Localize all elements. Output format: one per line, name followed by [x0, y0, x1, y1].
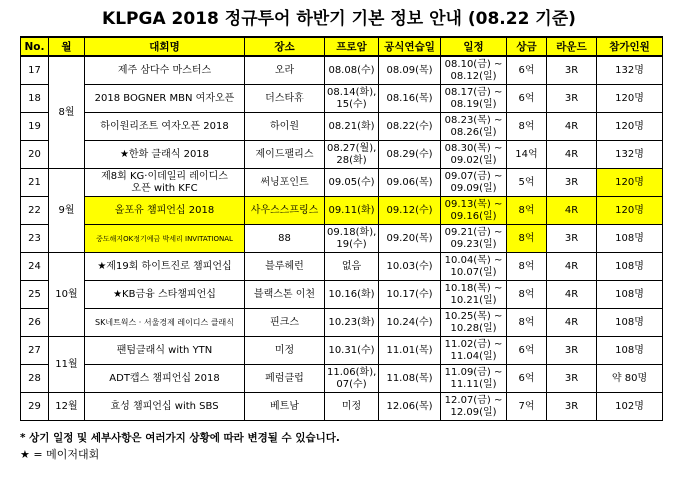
major-legend: ★ = 메이저대회 [20, 448, 100, 461]
row-no: 18 [21, 85, 49, 113]
row-practice: 08.09(목) [379, 56, 441, 85]
table-row [21, 113, 663, 141]
header-rounds: 라운드 [547, 37, 597, 56]
row-players: 108명 [597, 281, 663, 309]
table-row [21, 393, 663, 421]
row-month: 12월 [49, 393, 85, 421]
header-proam: 프로암 [325, 37, 379, 56]
row-proam: 10.23(화) [325, 309, 379, 337]
row-proam: 09.11(화) [325, 197, 379, 225]
row-tournament: ADT캡스 챔피언십 2018 [85, 365, 245, 393]
row-no: 27 [21, 337, 49, 365]
table-row [21, 337, 663, 365]
header-no: No. [21, 37, 49, 56]
row-tournament: 하이원리조트 여자오픈 2018 [85, 113, 245, 141]
table-row [21, 56, 663, 85]
disclaimer-note: * 상기 일정 및 세부사항은 여러가지 상황에 따라 변경될 수 있습니다. [20, 432, 340, 444]
row-tournament: SK네트웍스 · 서울경제 레이디스 클래식 [85, 309, 245, 337]
row-venue: 핀크스 [245, 309, 325, 337]
table-row [21, 197, 663, 225]
row-schedule: 09.07(금) ~ 09.09(일) [441, 169, 507, 197]
row-proam: 09.05(수) [325, 169, 379, 197]
row-schedule: 12.07(금) ~ 12.09(일) [441, 393, 507, 421]
row-rounds: 3R [547, 56, 597, 85]
row-no: 19 [21, 113, 49, 141]
row-players: 108명 [597, 253, 663, 281]
row-players: 약 80명 [597, 365, 663, 393]
row-tournament: ★한화 클래식 2018 [85, 141, 245, 169]
row-tournament: 제8회 KG·이데일리 레이디스 오픈 with KFC [85, 169, 245, 197]
row-prize: 8억 [507, 281, 547, 309]
row-prize: 8억 [507, 197, 547, 225]
row-venue: 더스타휴 [245, 85, 325, 113]
header-prize: 상금 [507, 37, 547, 56]
row-month: 8월 [49, 56, 85, 169]
row-tournament: 중도해지OK정기예금 박세리 INVITATIONAL [85, 225, 245, 253]
row-players: 120명 [597, 197, 663, 225]
row-venue: 블랙스톤 이천 [245, 281, 325, 309]
row-month: 11월 [49, 337, 85, 393]
row-prize: 5억 [507, 169, 547, 197]
row-no: 26 [21, 309, 49, 337]
row-schedule: 10.18(목) ~ 10.21(일) [441, 281, 507, 309]
row-tournament: ★KB금융 스타챔피언십 [85, 281, 245, 309]
header-schedule: 일정 [441, 37, 507, 56]
row-prize: 8억 [507, 113, 547, 141]
row-rounds: 4R [547, 141, 597, 169]
row-no: 22 [21, 197, 49, 225]
schedule-table [20, 36, 663, 421]
row-prize: 8억 [507, 309, 547, 337]
row-schedule: 09.13(목) ~ 09.16(일) [441, 197, 507, 225]
row-no: 20 [21, 141, 49, 169]
header-practice: 공식연습일 [379, 37, 441, 56]
table-row [21, 253, 663, 281]
row-no: 21 [21, 169, 49, 197]
row-venue: 써닝포인트 [245, 169, 325, 197]
row-rounds: 4R [547, 113, 597, 141]
row-tournament: 팬텀클래식 with YTN [85, 337, 245, 365]
row-proam: 미정 [325, 393, 379, 421]
row-schedule: 08.23(목) ~ 08.26(일) [441, 113, 507, 141]
row-tournament: 제주 삼다수 마스터스 [85, 56, 245, 85]
row-venue: 블루헤런 [245, 253, 325, 281]
row-tournament: 2018 BOGNER MBN 여자오픈 [85, 85, 245, 113]
row-schedule: 08.10(금) ~ 08.12(일) [441, 56, 507, 85]
row-players: 108명 [597, 225, 663, 253]
row-proam: 08.08(수) [325, 56, 379, 85]
row-practice: 10.24(수) [379, 309, 441, 337]
row-prize: 8억 [507, 225, 547, 253]
table-row [21, 141, 663, 169]
row-prize: 7억 [507, 393, 547, 421]
row-schedule: 10.04(목) ~ 10.07(일) [441, 253, 507, 281]
row-rounds: 3R [547, 225, 597, 253]
row-rounds: 3R [547, 337, 597, 365]
row-venue: 사우스스프링스 [245, 197, 325, 225]
table-row [21, 309, 663, 337]
row-players: 132명 [597, 56, 663, 85]
header-tournament: 대회명 [85, 37, 245, 56]
row-prize: 8억 [507, 253, 547, 281]
row-proam: 10.16(화) [325, 281, 379, 309]
row-practice: 08.29(수) [379, 141, 441, 169]
header-venue: 장소 [245, 37, 325, 56]
row-rounds: 3R [547, 169, 597, 197]
row-rounds: 4R [547, 253, 597, 281]
row-players: 108명 [597, 309, 663, 337]
row-proam: 없음 [325, 253, 379, 281]
row-no: 28 [21, 365, 49, 393]
row-rounds: 3R [547, 85, 597, 113]
row-venue: 미정 [245, 337, 325, 365]
table-row [21, 365, 663, 393]
row-venue: 88 [245, 225, 325, 253]
row-proam: 08.14(화), 15(수) [325, 85, 379, 113]
row-venue: 제이드팰리스 [245, 141, 325, 169]
row-schedule: 08.30(목) ~ 09.02(일) [441, 141, 507, 169]
row-practice: 08.22(수) [379, 113, 441, 141]
row-no: 24 [21, 253, 49, 281]
row-players: 120명 [597, 85, 663, 113]
row-schedule: 10.25(목) ~ 10.28(일) [441, 309, 507, 337]
row-prize: 6억 [507, 56, 547, 85]
row-tournament: 효성 챔피언십 with SBS [85, 393, 245, 421]
row-proam: 10.31(수) [325, 337, 379, 365]
table-row [21, 85, 663, 113]
row-no: 29 [21, 393, 49, 421]
row-players: 120명 [597, 169, 663, 197]
row-proam: 11.06(화), 07(수) [325, 365, 379, 393]
row-players: 120명 [597, 113, 663, 141]
row-practice: 11.08(목) [379, 365, 441, 393]
row-rounds: 4R [547, 281, 597, 309]
row-practice: 09.12(수) [379, 197, 441, 225]
table-header-row [21, 37, 663, 56]
row-venue: 하이원 [245, 113, 325, 141]
header-players: 참가인원 [597, 37, 663, 56]
row-prize: 6억 [507, 365, 547, 393]
row-prize: 6억 [507, 85, 547, 113]
row-tournament: 올포유 챔피언십 2018 [85, 197, 245, 225]
row-practice: 12.06(목) [379, 393, 441, 421]
row-no: 23 [21, 225, 49, 253]
row-venue: 베트남 [245, 393, 325, 421]
row-proam: 09.18(화), 19(수) [325, 225, 379, 253]
row-schedule: 08.17(금) ~ 08.19(일) [441, 85, 507, 113]
row-prize: 6억 [507, 337, 547, 365]
row-venue: 오라 [245, 56, 325, 85]
row-month: 9월 [49, 169, 85, 253]
row-rounds: 3R [547, 365, 597, 393]
row-schedule: 09.21(금) ~ 09.23(일) [441, 225, 507, 253]
table-row [21, 225, 663, 253]
row-proam: 08.21(화) [325, 113, 379, 141]
row-rounds: 4R [547, 197, 597, 225]
row-month: 10월 [49, 253, 85, 337]
table-row [21, 169, 663, 197]
row-players: 102명 [597, 393, 663, 421]
header-month: 월 [49, 37, 85, 56]
row-players: 108명 [597, 337, 663, 365]
row-no: 25 [21, 281, 49, 309]
row-tournament: ★제19회 하이트진로 챔피언십 [85, 253, 245, 281]
row-practice: 09.06(목) [379, 169, 441, 197]
row-rounds: 4R [547, 309, 597, 337]
row-practice: 11.01(목) [379, 337, 441, 365]
row-schedule: 11.09(금) ~ 11.11(일) [441, 365, 507, 393]
row-practice: 10.17(수) [379, 281, 441, 309]
page-title: KLPGA 2018 정규투어 하반기 기본 정보 안내 (08.22 기준) [102, 9, 576, 29]
row-practice: 09.20(목) [379, 225, 441, 253]
row-players: 132명 [597, 141, 663, 169]
row-prize: 14억 [507, 141, 547, 169]
table-row [21, 281, 663, 309]
row-no: 17 [21, 56, 49, 85]
row-rounds: 3R [547, 393, 597, 421]
row-schedule: 11.02(금) ~ 11.04(일) [441, 337, 507, 365]
row-proam: 08.27(월), 28(화) [325, 141, 379, 169]
row-practice: 08.16(목) [379, 85, 441, 113]
row-practice: 10.03(수) [379, 253, 441, 281]
row-venue: 페럼클럽 [245, 365, 325, 393]
